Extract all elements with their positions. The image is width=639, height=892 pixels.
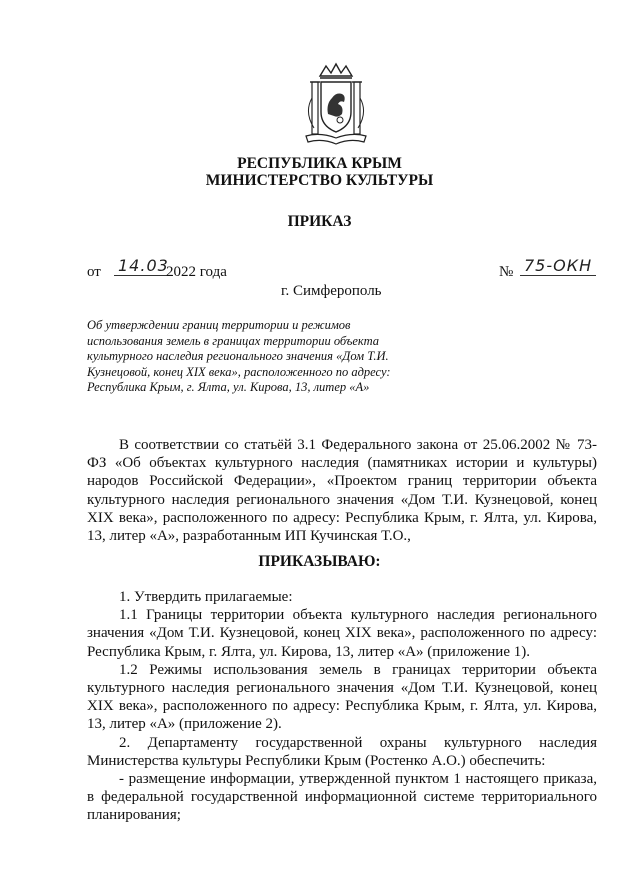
date-handwritten: 14.03 [114,256,173,276]
coat-of-arms-icon [300,62,372,148]
order-items [87,588,597,825]
order-item-2-bullet: - размещение информации, утвержденной пунктом 1 настоящего приказа, в федеральной государственной информационной системе территориального планирования; [87,771,597,824]
city: г. Симферополь [281,283,382,299]
document-type: ПРИКАЗ [287,213,352,230]
order-item-1: 1. Утвердить прилагаемые: [119,589,293,605]
orders-heading: ПРИКАЗЫВАЮ: [258,553,381,570]
ministry-title: МИНИСТЕРСТВО КУЛЬТУРЫ [205,172,434,189]
preamble-text: В соответствии со статьёй 3.1 Федерального закона от 25.06.2002 № 73-ФЗ «Об объектах культурного наследия (памятниках истории и культуры) народов Российской Федерации», «Проектом границ территории объекта культурного наследия регионального значения «Дом Т.И. Кузнецовой, конец XIX века», расположенного по адресу: Республика Крым, г. Ялта, ул. Кирова, 13, литер «А», разработанным ИП Кучинская Т.О., [87,437,597,545]
preamble [87,436,597,545]
number-handwritten: 75-ОКН [520,256,596,276]
republic-title: РЕСПУБЛИКА КРЫМ [237,155,402,172]
date-prefix: от [87,264,101,280]
order-subject: Об утверждении границ территории и режимов использования земель в границах территории объекта культурного наследия регионального значения «Дом Т.И. Кузнецовой, конец XIX века», расположенного по адресу: Республика Крым, г. Ялта, ул. Кирова, 13, литер «А» [87,318,391,395]
order-item-1-2: 1.2 Режимы использования земель в границах территории объекта культурного наследия регионального значения «Дом Т.И. Кузнецовой, конец XIX века», расположенного по адресу: Республика Крым, г. Ялта, ул. Кирова, 13, литер «А» (приложение 2). [87,661,597,733]
order-item-2: 2. Департаменту государственной охраны культурного наследия Министерства культуры Республики Крым (Ростенко А.О.) обеспечить: [87,734,597,769]
date-year: 2022 года [166,264,227,280]
order-item-1-1: 1.1 Границы территории объекта культурного наследия регионального значения «Дом Т.И. Кузнецовой, конец XIX века», расположенного по адресу: Республика Крым, г. Ялта, ул. Кирова, 13, литер «А» (приложение 1). [87,607,597,660]
number-prefix: № [499,264,514,280]
